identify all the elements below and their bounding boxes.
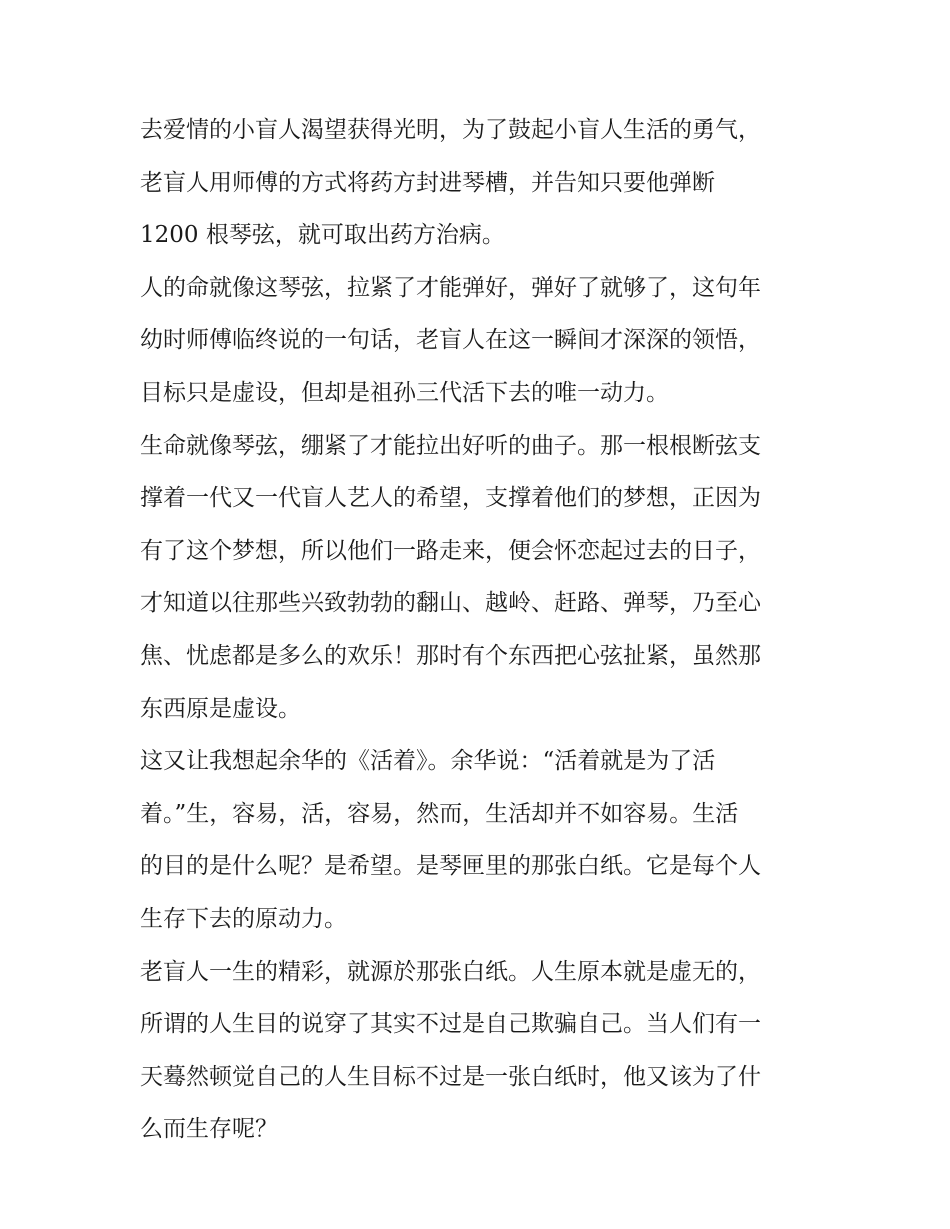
text-line: 有了这个梦想，所以他们一路走来，便会怀恋起过去的日子，: [140, 537, 761, 564]
text-line: 焦、忧虑都是多么的欢乐！那时有个东西把心弦扯紧，虽然那: [140, 642, 761, 669]
text-line: 这又让我想起余华的《活着》。余华说：“活着就是为了活: [140, 748, 716, 775]
text-line: 老盲人一生的精彩，就源於那张白纸。人生原本就是虚无的，: [140, 958, 761, 985]
text-line: 人的命就像这琴弦，拉紧了才能弹好，弹好了就够了，这句年: [140, 274, 761, 301]
text-line: 天蓦然顿觉自己的人生目标不过是一张白纸时，他又该为了什: [140, 1063, 761, 1090]
text-line: 才知道以往那些兴致勃勃的翻山、越岭、赶路、弹琴，乃至心: [140, 590, 761, 617]
text-line: 东西原是虚设。: [140, 695, 301, 722]
text-line: 的目的是什么呢？是希望。是琴匣里的那张白纸。它是每个人: [140, 853, 761, 880]
text-line: 生存下去的原动力。: [140, 905, 347, 932]
text-line: 幼时师傅临终说的一句话，老盲人在这一瞬间才深深的领悟，: [140, 327, 761, 354]
text-line: 去爱情的小盲人渴望获得光明，为了鼓起小盲人生活的勇气，: [140, 117, 761, 143]
text-line: 老盲人用师傅的方式将药方封进琴槽，并告知只要他弹断: [140, 169, 715, 196]
text-line: 目标只是虚设，但却是祖孙三代活下去的唯一动力。: [140, 379, 669, 406]
text-line: 着。”生，容易，活，容易，然而，生活却并不如容易。生活: [140, 800, 739, 827]
text-line: 所谓的人生目的说穿了其实不过是自己欺骗自己。当人们有一: [140, 1011, 761, 1038]
text-line: 撑着一代又一代盲人艺人的希望，支撑着他们的梦想，正因为: [140, 485, 761, 512]
text-line: 1200 根琴弦，就可取出药方治病。: [140, 222, 505, 249]
text-line: 么而生存呢？: [140, 1116, 278, 1143]
text-line: 生命就像琴弦，绷紧了才能拉出好听的曲子。那一根根断弦支: [140, 432, 761, 459]
body-text: [140, 104, 820, 1156]
